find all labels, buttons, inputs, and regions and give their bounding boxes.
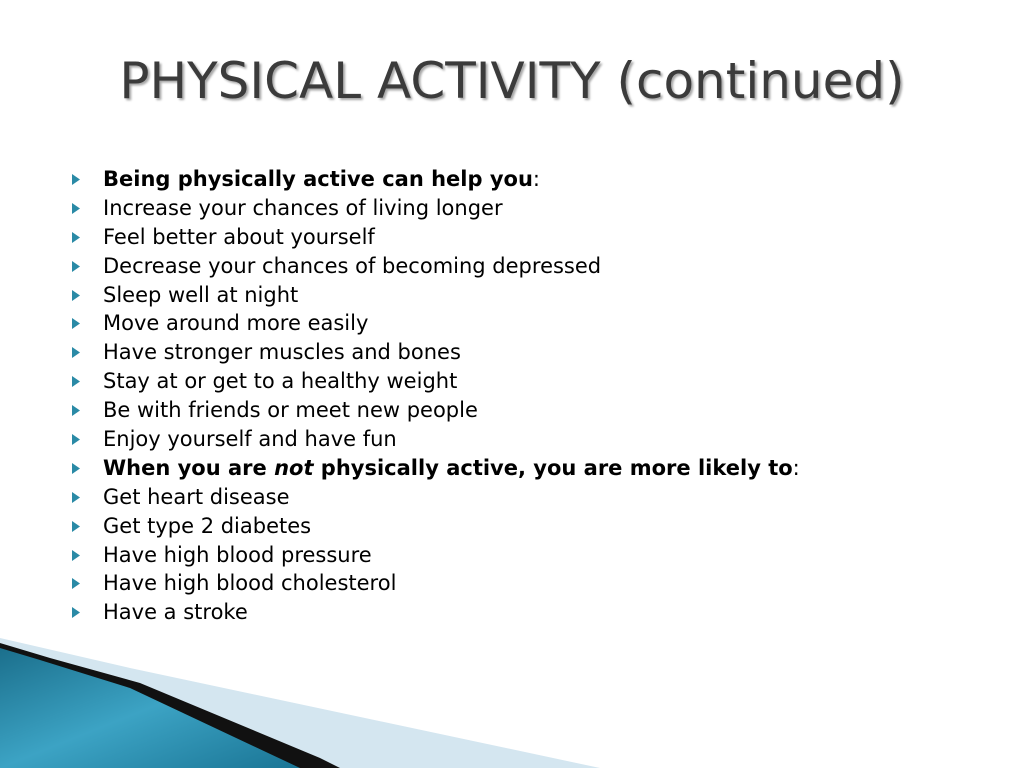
triangle-right-icon [72,521,103,532]
bullet-text: Get type 2 diabetes [103,513,312,538]
triangle-right-icon [72,550,103,561]
bullet-item [72,512,800,541]
bullet-text: Stay at or get to a healthy weight [103,369,458,394]
bullet-heading: When you are not physically active, you are more likely to [103,455,793,480]
bullet-list [72,165,800,627]
emphasis-text: not [274,455,314,480]
bullet-item [72,396,800,425]
triangle-right-icon [72,347,103,358]
triangle-right-icon [72,434,103,445]
triangle-right-icon [72,376,103,387]
bullet-item [72,569,800,598]
triangle-right-icon [72,232,103,243]
bullet-item [72,367,800,396]
bullet-text: Enjoy yourself and have fun [103,427,397,452]
bullet-item [72,338,800,367]
triangle-right-icon [72,174,103,185]
bullet-item [72,223,800,252]
bullet-item: Being physically active can help you : [72,165,800,194]
bullet-text: Be with friends or meet new people [103,398,478,423]
triangle-right-icon [72,463,103,474]
bullet-item [72,281,800,310]
triangle-right-icon [72,203,103,214]
bullet-text: Have a stroke [103,600,248,625]
bullet-text: Get heart disease [103,484,290,509]
bullet-item [72,541,800,570]
bullet-text: Have stronger muscles and bones [103,340,461,365]
decorative-wave [0,638,1024,768]
triangle-right-icon [72,405,103,416]
triangle-right-icon [72,318,103,329]
bullet-text: Sleep well at night [103,282,299,307]
bullet-text: Decrease your chances of becoming depressed [103,253,602,278]
slide-title: PHYSICAL ACTIVITY (continued) [119,52,905,110]
bullet-item [72,252,800,281]
bullet-text: Move around more easily [103,311,369,336]
bullet-text: Feel better about yourself [103,224,375,249]
bullet-item [72,598,800,627]
bullet-item [72,483,800,512]
triangle-right-icon [72,492,103,503]
triangle-right-icon [72,578,103,589]
triangle-right-icon [72,607,103,618]
bullet-item [72,309,800,338]
bullet-item: When you are not physically active, you are more likely to : [72,454,800,483]
triangle-right-icon [72,290,103,301]
bullet-text: Have high blood cholesterol [103,571,397,596]
bullet-item [72,425,800,454]
bullet-text: Increase your chances of living longer [103,195,503,220]
bullet-heading: Being physically active can help you [103,167,533,191]
triangle-right-icon [72,261,103,272]
bullet-item [72,194,800,223]
bullet-text: Have high blood pressure [103,542,372,567]
